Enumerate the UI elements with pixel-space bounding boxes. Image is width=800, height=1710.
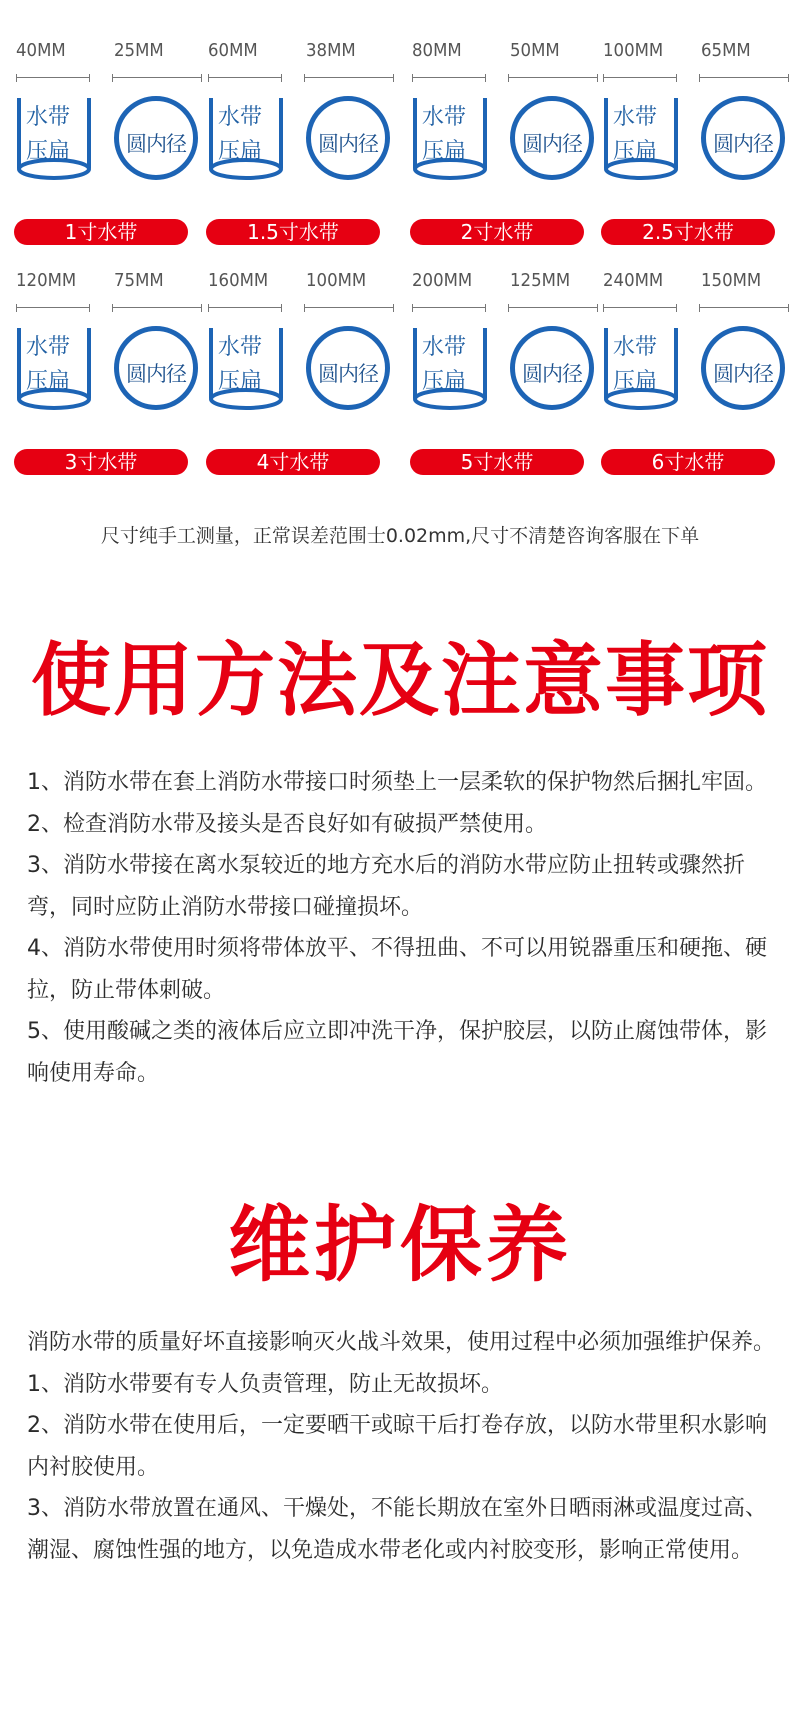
flat-label-line1: 水带: [422, 335, 467, 360]
flat-width-label: 40MM: [16, 40, 66, 61]
flat-width-label: 160MM: [208, 270, 269, 291]
round-hose-icon: [306, 96, 390, 180]
inner-diameter-label: 75MM: [114, 270, 164, 291]
flat-width-scale: [208, 304, 282, 312]
flat-hose-icon: [603, 96, 679, 182]
inner-diameter-scale: [304, 74, 394, 82]
flat-label-line2: 压扁: [422, 369, 467, 394]
inner-diameter-label: 65MM: [701, 40, 751, 61]
usage-heading: 使用方法及注意事项: [31, 634, 769, 727]
round-hose-icon: [306, 326, 390, 410]
flat-width-scale: [412, 74, 486, 82]
round-label: 圆内径: [318, 132, 378, 156]
size-unit: [412, 230, 602, 474]
maintenance-item: 3、消防水带放置在通风、干燥处，不能长期放在室外日晒雨淋或温度过高、潮湿、腐蚀性强的地方，以免造成水带老化或内衬胶变形，影响正常使用。: [27, 1496, 767, 1563]
flat-hose-icon: [16, 96, 92, 182]
round-label: 圆内径: [318, 362, 378, 386]
inner-diameter-scale: [699, 74, 789, 82]
flat-width-scale: [16, 304, 90, 312]
round-hose-icon: [510, 326, 594, 410]
size-badge: 1寸水带: [14, 219, 188, 245]
maintenance-intro: 消防水带的质量好坏直接影响灭火战斗效果，使用过程中必须加强维护保养。: [27, 1330, 776, 1355]
flat-label-line2: 压扁: [26, 369, 71, 394]
flat-width-label: 100MM: [603, 40, 664, 61]
usage-item: 5、使用酸碱之类的液体后应立即冲洗干净，保护胶层，以防止腐蚀带体，影响使用寿命。: [27, 1019, 767, 1086]
flat-label-line1: 水带: [26, 105, 71, 130]
inner-diameter-scale: [508, 304, 598, 312]
size-chart: [0, 0, 800, 480]
round-label: 圆内径: [126, 362, 186, 386]
flat-width-label: 120MM: [16, 270, 77, 291]
flat-label-line1: 水带: [422, 105, 467, 130]
size-unit: [412, 0, 602, 244]
inner-diameter-scale: [699, 304, 789, 312]
inner-diameter-scale: [112, 74, 202, 82]
size-badge: 6寸水带: [601, 449, 775, 475]
size-badge: 1.5寸水带: [206, 219, 380, 245]
flat-width-scale: [603, 74, 677, 82]
flat-hose-icon: [16, 326, 92, 412]
flat-hose-icon: [603, 326, 679, 412]
inner-diameter-label: 150MM: [701, 270, 762, 291]
round-hose-icon: [701, 96, 785, 180]
flat-width-label: 80MM: [412, 40, 462, 61]
flat-width-scale: [208, 74, 282, 82]
size-badge: 2.5寸水带: [601, 219, 775, 245]
flat-label-line2: 压扁: [422, 139, 467, 164]
flat-label-line1: 水带: [218, 335, 263, 360]
size-unit: [16, 0, 206, 244]
flat-label-line2: 压扁: [218, 139, 263, 164]
maintenance-heading: 维护保养: [227, 1198, 572, 1293]
flat-label-line2: 压扁: [613, 369, 658, 394]
flat-hose-icon: [412, 96, 488, 182]
inner-diameter-label: 125MM: [510, 270, 571, 291]
size-unit: [16, 230, 206, 474]
flat-width-label: 240MM: [603, 270, 664, 291]
flat-hose-icon: [208, 96, 284, 182]
inner-diameter-label: 38MM: [306, 40, 356, 61]
size-unit: [603, 0, 793, 244]
flat-width-label: 200MM: [412, 270, 473, 291]
usage-item: 3、消防水带接在离水泵较近的地方充水后的消防水带应防止扭转或骤然折弯，同时应防止消防水带接口碰撞损坏。: [27, 853, 745, 920]
usage-item: 1、消防水带在套上消防水带接口时须垫上一层柔软的保护物然后捆扎牢固。: [27, 770, 767, 795]
flat-width-scale: [412, 304, 486, 312]
flat-label-line2: 压扁: [613, 139, 658, 164]
measurement-note: 尺寸纯手工测量，正常误差范围士0.02mm,尺寸不清楚咨询客服在下单: [100, 525, 700, 547]
round-hose-icon: [510, 96, 594, 180]
round-label: 圆内径: [713, 132, 773, 156]
round-hose-icon: [114, 96, 198, 180]
maintenance-item: 2、消防水带在使用后，一定要晒干或晾干后打卷存放，以防水带里积水影响内衬胶使用。: [27, 1413, 767, 1480]
usage-item: 4、消防水带使用时须将带体放平、不得扭曲、不可以用锐器重压和硬拖、硬拉，防止带体刺破。: [27, 936, 767, 1003]
flat-hose-icon: [412, 326, 488, 412]
round-hose-icon: [114, 326, 198, 410]
flat-label-line2: 压扁: [218, 369, 263, 394]
round-hose-icon: [701, 326, 785, 410]
flat-width-scale: [603, 304, 677, 312]
size-badge: 5寸水带: [410, 449, 584, 475]
usage-item: 2、检查消防水带及接头是否良好如有破损严禁使用。: [27, 811, 547, 837]
inner-diameter-label: 100MM: [306, 270, 367, 291]
inner-diameter-scale: [112, 304, 202, 312]
inner-diameter-label: 25MM: [114, 40, 164, 61]
inner-diameter-scale: [304, 304, 394, 312]
usage-list: [27, 762, 779, 1094]
size-unit: [208, 0, 398, 244]
flat-width-scale: [16, 74, 90, 82]
flat-label-line2: 压扁: [26, 139, 71, 164]
size-badge: 3寸水带: [14, 449, 188, 475]
size-unit: [603, 230, 793, 474]
maintenance-list: [27, 1322, 779, 1571]
flat-width-label: 60MM: [208, 40, 258, 61]
flat-label-line1: 水带: [218, 105, 263, 130]
maintenance-item: 1、消防水带要有专人负责管理，防止无故损坏。: [27, 1371, 503, 1397]
round-label: 圆内径: [522, 132, 582, 156]
size-badge: 2寸水带: [410, 219, 584, 245]
round-label: 圆内径: [522, 362, 582, 386]
inner-diameter-label: 50MM: [510, 40, 560, 61]
round-label: 圆内径: [713, 362, 773, 386]
size-unit: [208, 230, 398, 474]
flat-label-line1: 水带: [613, 335, 658, 360]
flat-label-line1: 水带: [613, 105, 658, 130]
flat-hose-icon: [208, 326, 284, 412]
round-label: 圆内径: [126, 132, 186, 156]
flat-label-line1: 水带: [26, 335, 71, 360]
inner-diameter-scale: [508, 74, 598, 82]
size-badge: 4寸水带: [206, 449, 380, 475]
